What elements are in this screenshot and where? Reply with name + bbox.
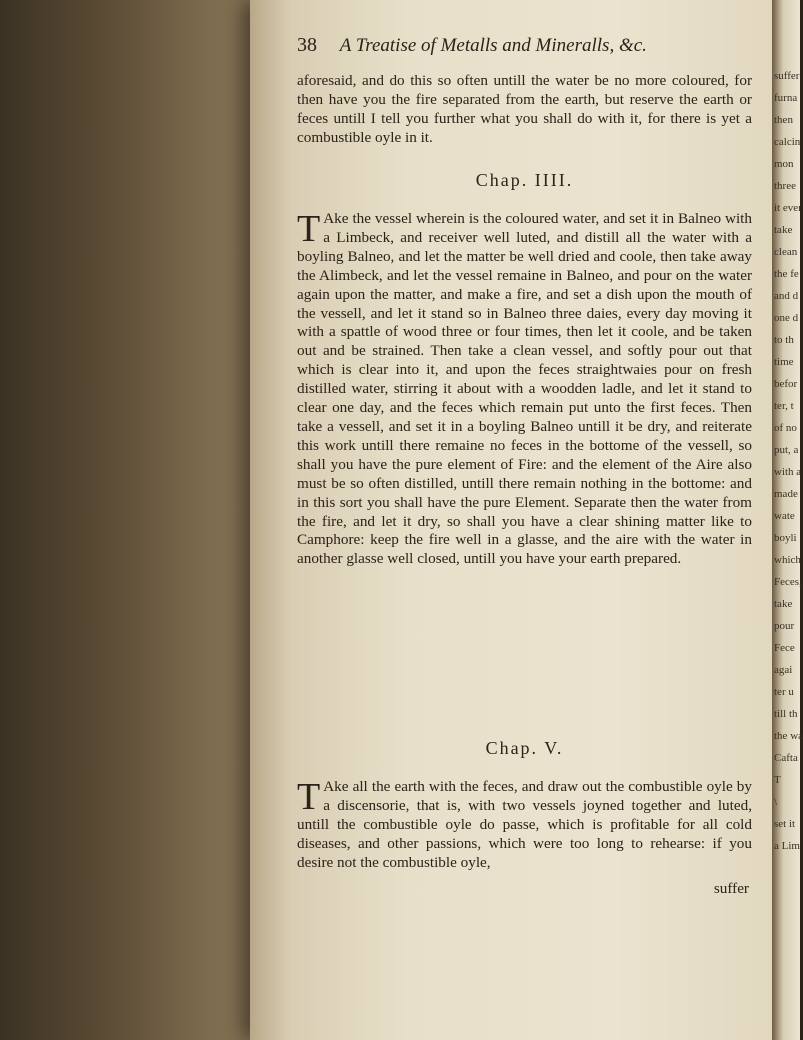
facing-page-fragment: with a — [774, 466, 802, 478]
facing-page-fragment: agai — [774, 664, 793, 676]
facing-page-fragment: mon — [774, 158, 794, 170]
facing-page-fragment: befor — [774, 378, 798, 390]
opening-paragraph: aforesaid, and do this so often untill the water be no more coloured, for then have you the fire separated from the earth, but reserve the earth or feces untill I tell you further what you shall do with it, for there is yet a combustible oyle in it. — [297, 72, 752, 146]
running-header — [297, 34, 752, 57]
drop-cap: T — [297, 208, 321, 250]
facing-page-fragment: till th — [774, 708, 798, 720]
facing-page-fragment: to th — [774, 334, 794, 346]
page-number: 38 — [297, 34, 317, 56]
page-content — [297, 0, 757, 1040]
facing-page-fragment: and d — [774, 290, 799, 302]
facing-page-fragment: the wa — [774, 730, 803, 742]
catchword: suffer — [713, 880, 749, 897]
facing-page-fragment: put, a — [774, 444, 799, 456]
chapter-v-text — [297, 778, 752, 873]
facing-page-fragment: boyli — [774, 532, 797, 544]
facing-page-fragment: wate — [774, 510, 795, 522]
facing-page-fragment: take — [774, 598, 793, 610]
binding-gutter — [0, 0, 290, 1040]
chapter-iiii-body: Ake the vessel wherein is the coloured water, and set it in Balneo with a Limbeck, and receiver well luted, and distill all the water with a boyling Balneo, and let the matter be well dried and coole, then take away the Alimbeck, and let the vessel remaine in Balneo, and pour on the water again upon the matter, and make a fire, and set a dish upon the mouth of the vessell, and let it stand so in Balneo three daies, every day moving it with a spattle of wood three or four times, then let it coole, and be taken out and be strained. Then take a clean vessel, and softly pour out that which is clear into it, and upon the feces straightwaies pour on fresh distilled water, stirring it about with a woodden ladle, and let it stand to clear one day, and the feces which remain put unto the first feces. Then take a vessell, and set it in a boyling Balneo untill it be dry, and reiterate this work untill there remaine no feces in the bottome of the vessell, so shall you have the pure element of Fire: and the element of the Aire also must be so often distilled, untill there remain nothing in the bottome: and in this sort you shall have the pure Element. Separate then the water from the fire, and let it dry, so shall you have a clear shining matter like to Camphore: keep the fire well in a glasse, and the aire with the water in another glasse well closed, untill you have your earth prepared. — [297, 210, 752, 568]
chapter-v-body: Ake all the earth with the feces, and draw out the combustible oyle by a discensorie, that is, with two vessels joyned together and luted, untill the combustible oyle do passe, which is profitable for all cold diseases, and other passions, which were too long to rehearse: if you desire not the combustible oyle, — [297, 778, 752, 871]
facing-page-fragment: T — [774, 774, 781, 786]
facing-page-fragment: Cafta — [774, 752, 798, 764]
facing-page-fragment: of no — [774, 422, 797, 434]
facing-page-fragment: one d — [774, 312, 799, 324]
facing-page-fragment: set it — [774, 818, 796, 830]
chapter-heading-iiii: Chap. IIII. — [475, 170, 574, 190]
running-title: A Treatise of Metalls and Mineralls, &c. — [339, 35, 647, 56]
facing-page-fragment: suffer — [774, 70, 800, 82]
facing-page-fragment: pour — [774, 620, 795, 632]
facing-page-edge — [772, 0, 803, 1040]
facing-page-fragment: calcin — [774, 136, 801, 148]
facing-page-fragment: ter, t — [774, 400, 794, 412]
facing-page-fragment: made — [774, 488, 798, 500]
facing-page-fragment: clean — [774, 246, 798, 258]
facing-page-fragment: take — [774, 224, 793, 236]
facing-page-fragment: Fece — [774, 642, 795, 654]
facing-page-fragment: time — [774, 356, 794, 368]
facing-page-fragment: it ever — [774, 202, 802, 214]
facing-page-fragment: then — [774, 114, 793, 126]
facing-page-fragment: furna — [774, 92, 798, 104]
facing-page-fragment: \ — [774, 796, 778, 808]
drop-cap: T — [297, 776, 321, 818]
facing-page-fragment: which — [774, 554, 801, 566]
facing-page-fragment: the fe — [774, 268, 799, 280]
facing-page-fragment: ter u — [774, 686, 794, 698]
facing-page-fragment: Feces, — [774, 576, 802, 588]
chapter-heading-v: Chap. V. — [485, 738, 564, 758]
chapter-iiii-text — [297, 210, 752, 569]
facing-page-fragment: three — [774, 180, 796, 192]
facing-page-fragment: a Lim — [774, 840, 800, 852]
